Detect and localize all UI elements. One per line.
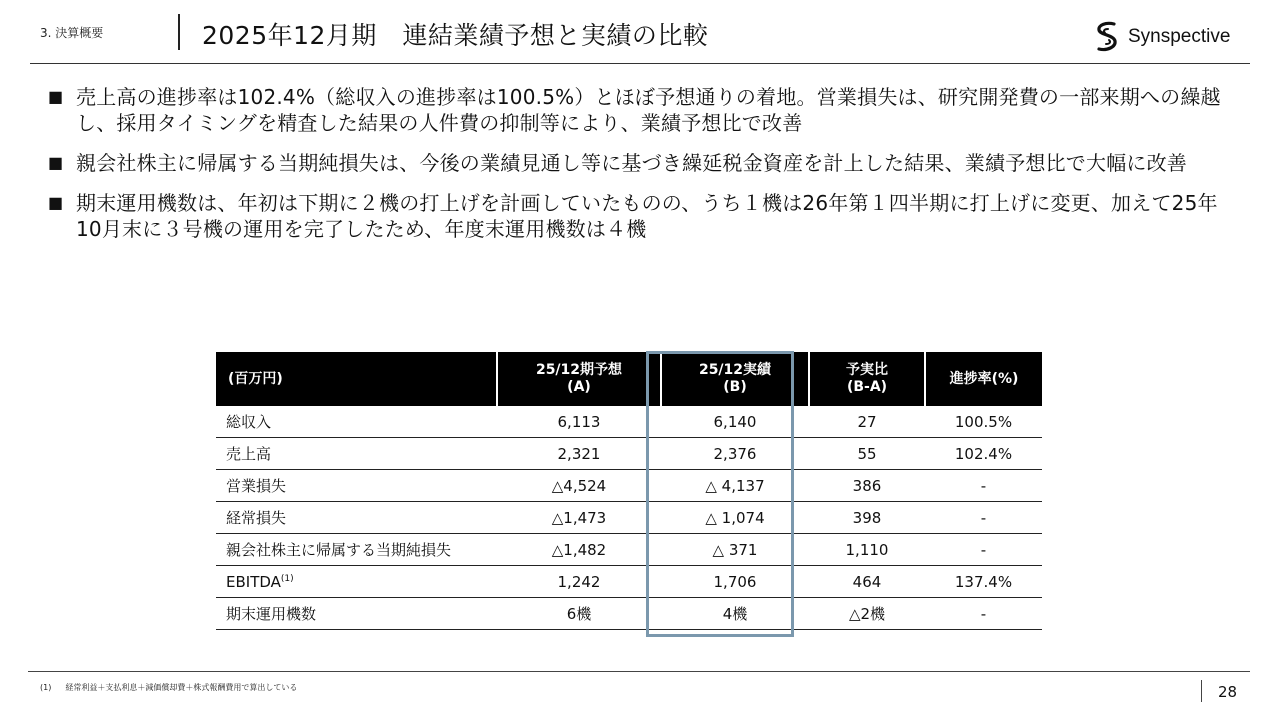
progress-cell: 137.4% — [925, 566, 1042, 598]
diff-cell: 464 — [809, 566, 925, 598]
diff-cell: 1,110 — [809, 534, 925, 566]
diff-cell: 27 — [809, 406, 925, 438]
header-unit: (百万円) — [216, 352, 497, 406]
summary-bullets — [48, 84, 1238, 256]
footnote-text: 経常利益＋支払利息＋減価償却費＋株式報酬費用で算出している — [65, 683, 298, 692]
bullet-text: 売上高の進捗率は102.4%（総収入の進捗率は100.5%）とほぼ予想通りの着地。営業損失は、研究開発費の一部来期への繰越し、採用タイミングを精査した結果の人件費の抑制等により、業績予想比で改善 — [76, 85, 1221, 135]
table-row — [216, 406, 1042, 438]
footnote — [40, 682, 297, 693]
row-label: 経常損失 — [216, 502, 497, 534]
page-title: 2025年12月期 連結業績予想と実績の比較 — [202, 21, 709, 50]
actual-cell: 1,706 — [661, 566, 809, 598]
row-label: 営業損失 — [216, 470, 497, 502]
table-row — [216, 598, 1042, 630]
bullet-item — [48, 150, 1238, 176]
footnote-ref: (1) — [280, 573, 294, 584]
table-row — [216, 502, 1042, 534]
bullet-square-icon: ■ — [48, 153, 64, 172]
footer-rule — [28, 671, 1250, 672]
table-row — [216, 566, 1042, 598]
forecast-cell: △1,473 — [497, 502, 661, 534]
results-table — [216, 352, 1042, 630]
forecast-cell: 6,113 — [497, 406, 661, 438]
header-forecast: 25/12期予想 (A) — [497, 352, 661, 406]
table-row — [216, 438, 1042, 470]
actual-cell: 4機 — [661, 598, 809, 630]
row-label: 期末運用機数 — [216, 598, 497, 630]
table-row — [216, 470, 1042, 502]
footnote-number: (1) — [40, 683, 52, 692]
logo-text: Synspective — [1128, 26, 1231, 47]
table-row — [216, 534, 1042, 566]
synspective-logo-icon — [1092, 20, 1122, 54]
row-label: 売上高 — [216, 438, 497, 470]
diff-cell: 55 — [809, 438, 925, 470]
actual-cell: △ 371 — [661, 534, 809, 566]
header-rule — [30, 63, 1250, 64]
forecast-cell: 1,242 — [497, 566, 661, 598]
forecast-cell: △1,482 — [497, 534, 661, 566]
actual-cell: △ 1,074 — [661, 502, 809, 534]
table-header-row — [216, 352, 1042, 406]
page-number: 28 — [1218, 683, 1238, 701]
progress-cell: - — [925, 502, 1042, 534]
bullet-item — [48, 190, 1238, 242]
page-divider — [1201, 680, 1202, 702]
header-progress: 進捗率(%) — [925, 352, 1042, 406]
progress-cell: - — [925, 534, 1042, 566]
diff-cell: 386 — [809, 470, 925, 502]
progress-cell: - — [925, 470, 1042, 502]
progress-cell: 102.4% — [925, 438, 1042, 470]
forecast-cell: 6機 — [497, 598, 661, 630]
actual-cell: 2,376 — [661, 438, 809, 470]
header-diff: 予実比 (B-A) — [809, 352, 925, 406]
forecast-cell: △4,524 — [497, 470, 661, 502]
diff-cell: △2機 — [809, 598, 925, 630]
actual-cell: △ 4,137 — [661, 470, 809, 502]
header-actual: 25/12実績 (B) — [661, 352, 809, 406]
bullet-text: 親会社株主に帰属する当期純損失は、今後の業績見通し等に基づき繰延税金資産を計上した結果、業績予想比で大幅に改善 — [76, 151, 1187, 175]
row-label: 総収入 — [216, 406, 497, 438]
progress-cell: - — [925, 598, 1042, 630]
bullet-square-icon: ■ — [48, 87, 64, 106]
bullet-square-icon: ■ — [48, 193, 64, 212]
title-divider — [178, 14, 180, 50]
bullet-item — [48, 84, 1238, 136]
forecast-cell: 2,321 — [497, 438, 661, 470]
row-label: 親会社株主に帰属する当期純損失 — [216, 534, 497, 566]
actual-cell: 6,140 — [661, 406, 809, 438]
diff-cell: 398 — [809, 502, 925, 534]
company-logo — [1092, 20, 1230, 54]
row-label: EBITDA$^{(1)}$ — [216, 566, 497, 598]
progress-cell: 100.5% — [925, 406, 1042, 438]
bullet-text: 期末運用機数は、年初は下期に２機の打上げを計画していたものの、うち１機は26年第１四半期に打上げに変更、加えて25年10月末に３号機の運用を完了したため、年度末運用機数は４機 — [76, 191, 1218, 241]
section-label: 3. 決算概要 — [40, 26, 104, 40]
